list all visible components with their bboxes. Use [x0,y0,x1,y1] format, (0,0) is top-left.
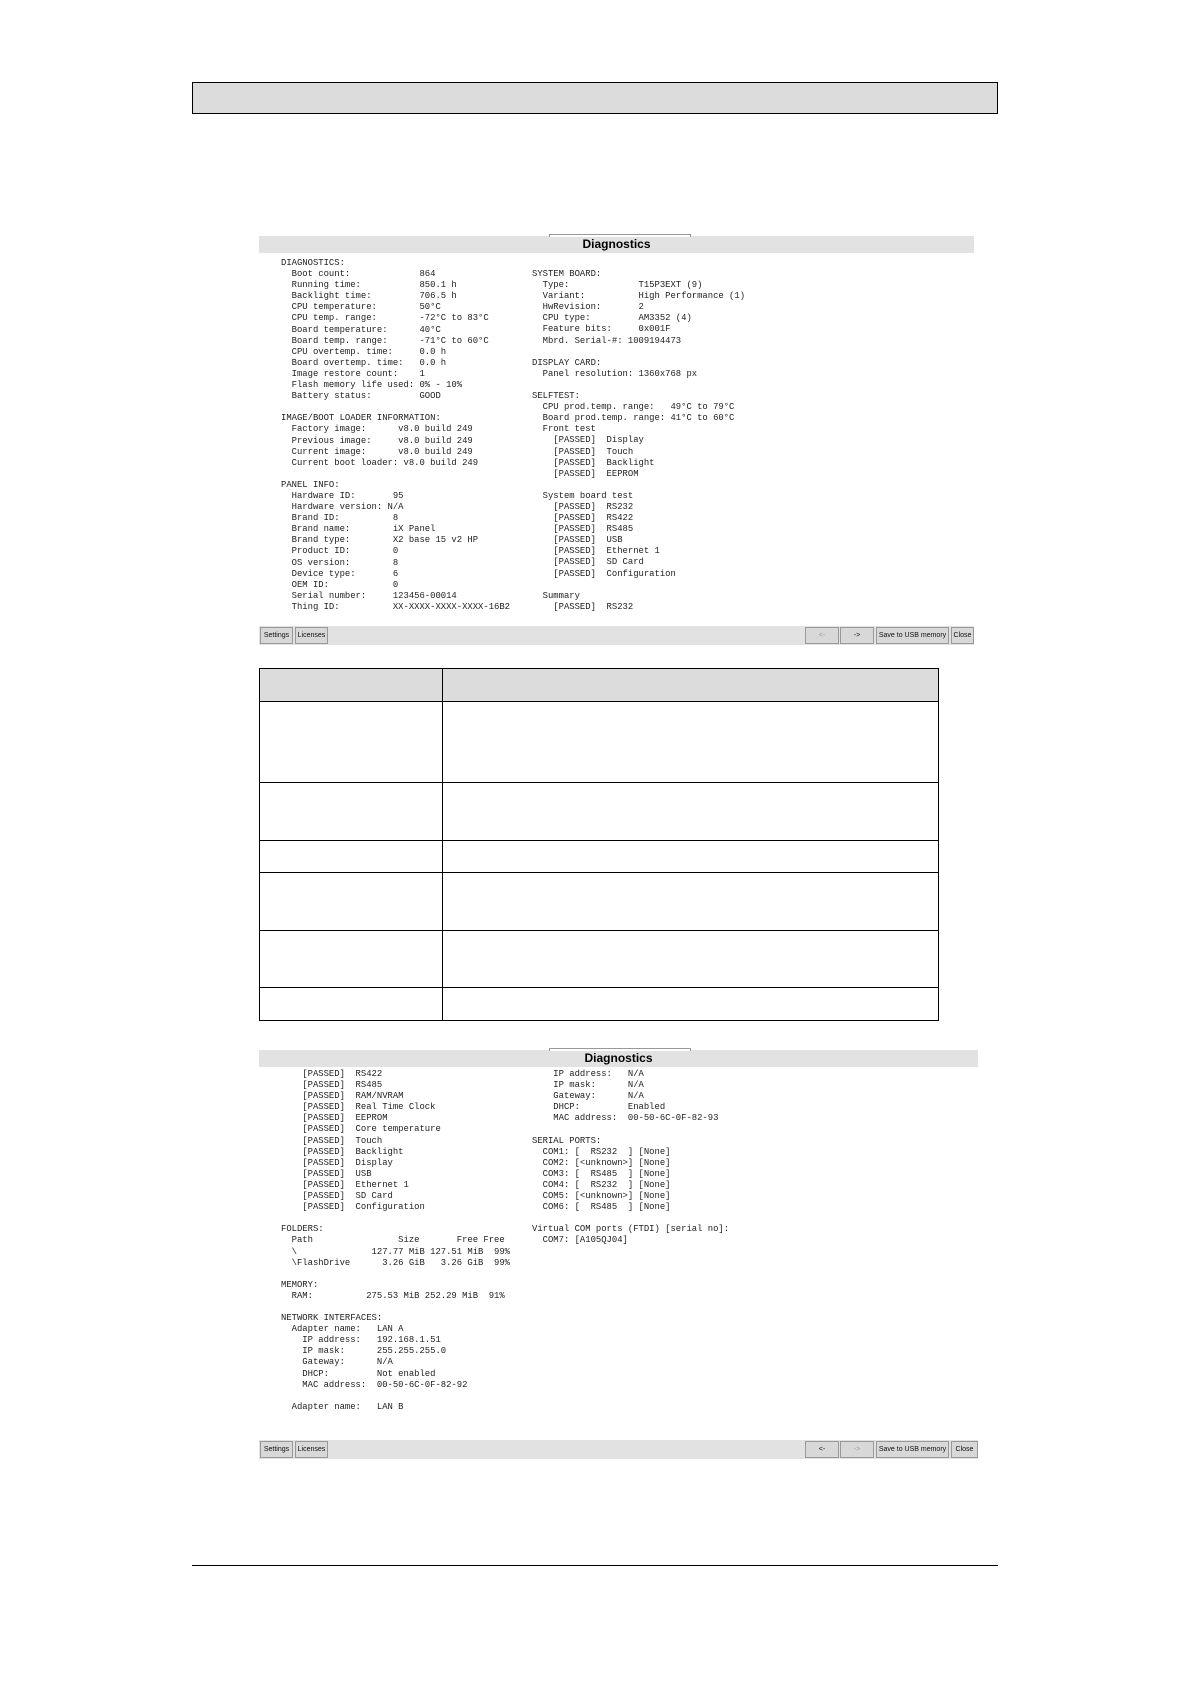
table-header-cell [260,669,443,702]
table-cell [260,988,443,1021]
close-button[interactable]: Close [951,627,974,644]
diagnostics-left-column: DIAGNOSTICS: Boot count: 864 Running time: 850.1 h Backlight time: 706.5 h CPU temperature: 50°C CPU temp. range: -72°C to 83°C Board temperature: 40°C Board temp. range: -71°C to 60°C CPU overtemp. time: 0.0 h Board overtemp. time: 0.0 h Image restore count: 1 Flash memory life used: 0% - 10% Battery status: GOOD IMAGE/BOOT LOADER INFORMATION: Factory image: v8.0 build 249 Previous image: v8.0 build 249 Current image: v8.0 build 249 Current boot loader: v8.0 build 249 PANEL INFO: Hardware ID: 95 Hardware version: N/A Brand ID: 8 Brand name: iX Panel Brand type: X2 base 15 v2 HP Product ID: 0 OS version: 8 Device type: 6 OEM ID: 0 Serial number: 123456-00014 Thing ID: XX-XXXX-XXXX-XXXX-16B2 [281,258,511,612]
table-cell [260,841,443,873]
save-to-usb-button[interactable]: Save to USB memory [876,1441,949,1458]
table-cell [260,873,443,931]
window-title: Diagnostics [584,1051,653,1065]
page-footer-rule [192,1565,998,1566]
table-cell [443,783,939,841]
previous-page-button[interactable]: <- [805,1441,839,1458]
window-button-bar [259,626,974,645]
licenses-button[interactable]: Licenses [295,627,328,644]
diagnostics-left-column: [PASSED] RS422 [PASSED] RS485 [PASSED] RAM/NVRAM [PASSED] Real Time Clock [PASSED] EEPROM [PASSED] Core temperature [PASSED] Touch [PASSED] Backlight [PASSED] Display [PASSED] USB [PASSED] Ethernet 1 [PASSED] SD Card [PASSED] Configuration FOLDERS: Path Size Free Free \ 127.77 MiB 127.51 MiB 99% \FlashDrive 3.26 GiB 3.26 GiB 99% MEMORY: RAM: 275.53 MiB 252.29 MiB 91% NETWORK INTERFACES: Adapter name: LAN A IP address: 192.168.1.51 IP mask: 255.255.255.0 Gateway: N/A DHCP: Not enabled MAC address: 00-50-6C-0F-82-92 Adapter name: LAN B [281,1069,511,1412]
table-row [260,783,939,841]
close-button[interactable]: Close [951,1441,978,1458]
page-header-bar [192,82,998,114]
table-cell [443,988,939,1021]
diagnostics-window-2 [259,1050,978,1459]
table-row [260,988,939,1021]
diagnostics-right-column: SYSTEM BOARD: Type: T15P3EXT (9) Variant: High Performance (1) HwRevision: 2 CPU type: AM3352 (4) Feature bits: 0x001F Mbrd. Serial-#: 1009194473 DISPLAY CARD: Panel resolution: 1360x768 px SELFTEST: CPU prod.temp. range: 49°C to 79°C Board prod.temp. range: 41°C to 60°C Front test [PASSED] Display [PASSED] Touch [PASSED] Backlight [PASSED] EEPROM System board test [PASSED] RS232 [PASSED] RS422 [PASSED] RS485 [PASSED] USB [PASSED] Ethernet 1 [PASSED] SD Card [PASSED] Configuration Summary [PASSED] RS232 [532,269,746,612]
table-row [260,873,939,931]
window-title: Diagnostics [582,237,651,251]
diagnostics-content [259,253,974,621]
table-cell [260,783,443,841]
next-page-button[interactable]: -> [840,1441,874,1458]
diagnostics-right-column: IP address: N/A IP mask: N/A Gateway: N/A DHCP: Enabled MAC address: 00-50-6C-0F-82-93 SERIAL PORTS: COM1: [ RS232 ] [None] COM2: [<unknown>] [None] COM3: [ RS485 ] [None] COM4: [ RS232 ] [None] COM5: [<unknown>] [None] COM6: [ RS485 ] [None] Virtual COM ports (FTDI) [serial no]: COM7: [A105QJ04] [532,1069,730,1246]
window-titlebar [259,236,974,253]
settings-button[interactable]: Settings [260,1441,293,1458]
save-to-usb-button[interactable]: Save to USB memory [876,627,949,644]
table-header-row [260,669,939,702]
table-header-cell [443,669,939,702]
window-titlebar [259,1050,978,1067]
table-cell [260,702,443,783]
diagnostics-window-1 [259,236,974,645]
table-cell [443,702,939,783]
description-table [259,668,939,1021]
next-page-button[interactable]: -> [840,627,874,644]
licenses-button[interactable]: Licenses [295,1441,328,1458]
table-cell [443,873,939,931]
table-row [260,702,939,783]
table-cell [443,931,939,988]
table-cell [443,841,939,873]
window-button-bar [259,1440,978,1459]
diagnostics-content [259,1067,978,1435]
table-row [260,841,939,873]
table-row [260,931,939,988]
table-cell [260,931,443,988]
settings-button[interactable]: Settings [260,627,293,644]
previous-page-button[interactable]: <- [805,627,839,644]
